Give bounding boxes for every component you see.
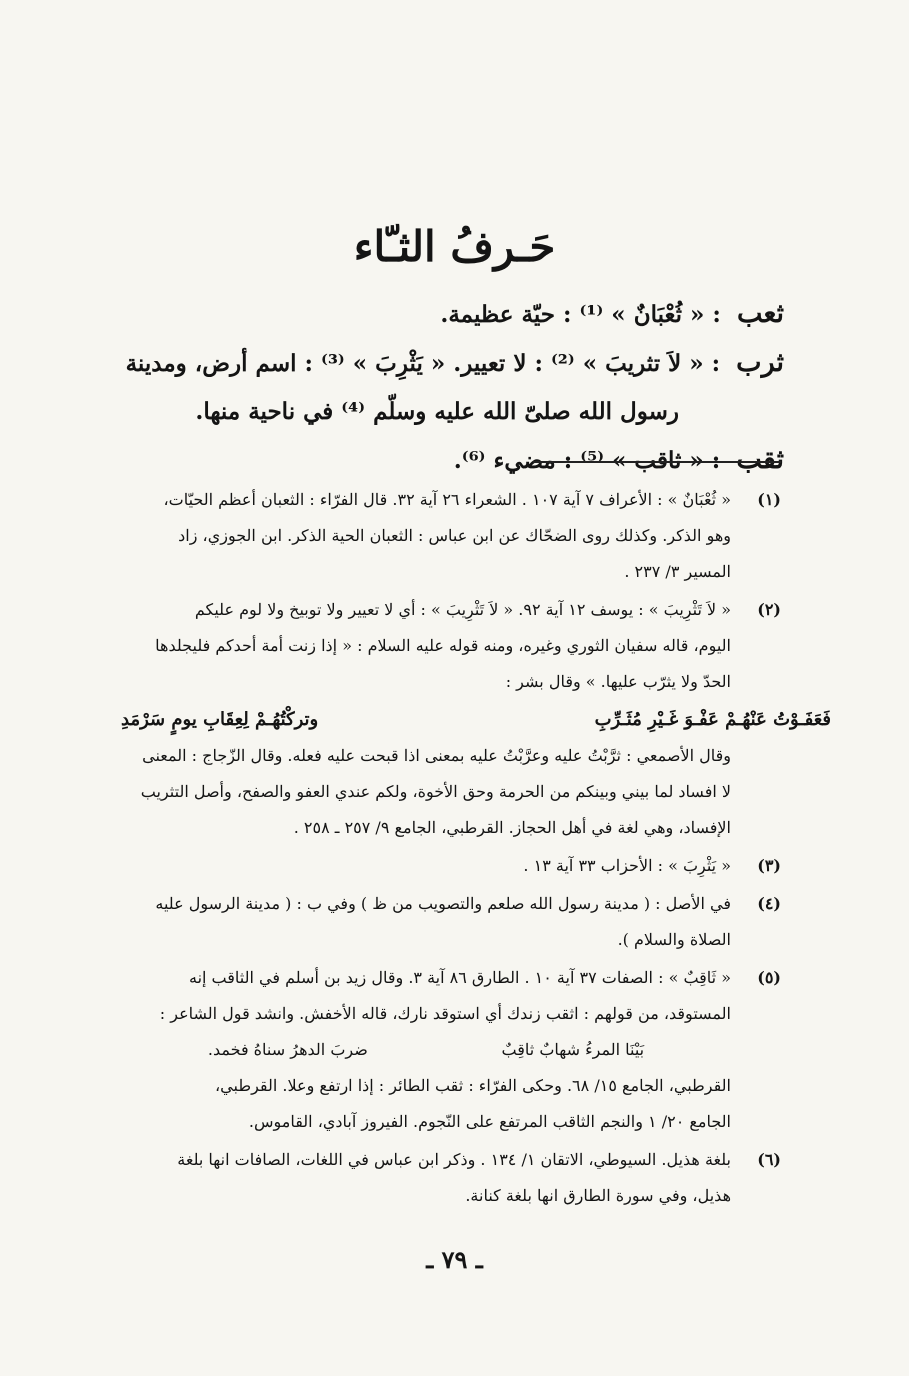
chapter-heading: حَـرفُ الثـّاء — [353, 222, 556, 271]
footnote-divider — [533, 461, 781, 463]
footnote-number: (٥) — [757, 968, 781, 987]
entry-root: ثعب — [736, 298, 784, 329]
verse-hemistich: ضربَ الدهرُ سناهُ فخمد. — [207, 1040, 368, 1059]
footnote-line: « يَثْرِبَ » : الأحزاب ٣٣ آية ١٣ . — [523, 856, 731, 875]
footnote-line: « لاَ تَثْرِيبَ » : يوسف ١٢ آية ٩٢. « لاَ تَثْرِيبَ » : أي لا تعيير ولا توبيخ ولا لوم عليكم — [194, 600, 731, 619]
footnote-line: اليوم، قاله سفيان الثوري وغيره، ومنه قوله عليه السلام : « إذا زنت أمة أحدكم فليجلدها — [155, 636, 731, 655]
footnote-line: لا افساد لما بيني وبينكم من الحرمة وحق الأخوة، ولكم عندي العفو والصفح، وأصل التثريب — [140, 782, 731, 801]
footnote-line: الحدّ ولا يثرّب عليها. » وقال بشر : — [505, 672, 731, 691]
entry-text: : « لاَ تثريبَ » ⁽²⁾ : لا تعيير. « يَثْرِبَ » ⁽³⁾ : اسم أرض، ومدينة — [125, 350, 721, 377]
footnote-line: هذيل، وفي سورة الطارق انها بلغة كنانة. — [465, 1186, 731, 1205]
footnote-line: الجامع ٢٠/ ١ والنجم الثاقب المرتفع على النّجوم. الفيروز آبادي، القاموس. — [248, 1112, 731, 1131]
footnote-number: (٣) — [757, 856, 781, 875]
entry-text: : « ثاقب » ⁽⁵⁾ : مضيء ⁽⁶⁾. — [453, 447, 721, 474]
footnote-line: « ثُعْبَانٌ » : الأعراف ٧ آية ١٠٧ . الشعراء ٢٦ آية ٣٢. قال الفرّاء : الثعبان أعظم الحيّات، — [163, 490, 731, 509]
entry-root: ثرب — [736, 347, 784, 378]
footnote — [121, 960, 781, 1140]
footnote-number — [731, 738, 781, 846]
footnote — [121, 482, 781, 590]
footnote-line: في الأصل : ( مدينة رسول الله صلعم والتصويب من ظ ) وفي ب : ( مدينة الرسول عليه — [155, 894, 731, 913]
poem-verse — [121, 702, 831, 738]
footnote-line: وقال الأصمعي : ثرَّبْتُ عليه وعرَّبْتُ عليه بمعنى اذا قبحت عليه فعله. وقال الزّجاج : المعنى — [142, 746, 731, 765]
verse-hemistich: بَيْنَا المرءُ شهابٌ ثاقِبٌ — [501, 1040, 645, 1059]
footnote-line: الصلاة والسلام ). — [617, 930, 731, 949]
footnote-line: « ثَاقِبٌ » : الصفات ٣٧ آية ١٠ . الطارق ٨٦ آية ٣. وقال زيد بن أسلم في الثاقب إنه — [188, 968, 731, 987]
poem-verse — [121, 1032, 731, 1068]
footnote-line: المسير ٣/ ٢٣٧ . — [624, 562, 731, 581]
footnote-line: الإفساد، وهي لغة في أهل الحجاز. القرطبي، الجامع ٩/ ٢٥٧ ـ ٢٥٨ . — [293, 818, 731, 837]
footnotes — [121, 482, 831, 1216]
footnote-line: بلغة هذيل. السيوطي، الاتقان ١/ ١٣٤ . وذكر ابن عباس في اللغات، الصافات انها بلغة — [177, 1150, 731, 1169]
footnote-number: (٢) — [757, 600, 781, 619]
verse-hemistich: وتركْتُهُـمْ لِعِقَابِ يومٍ سَرْمَدِ — [121, 709, 319, 730]
footnote-line: المستوقد، من قولهم : اثقب زندك أي استوقد نارك، قاله الأخفش. وانشد قول الشاعر : — [159, 1004, 731, 1023]
footnote — [121, 1142, 781, 1214]
verse-hemistich: فَعَفَـوْتُ عَنْهُـمْ عَفْـوَ غَـيْرِ مُثَـرِّبِ — [594, 709, 831, 730]
footnote-number: (٦) — [757, 1150, 781, 1169]
page-number: ـ ٧٩ ـ — [426, 1245, 483, 1274]
footnote-number: (١) — [757, 490, 781, 509]
entry-tharab — [104, 339, 784, 436]
entry-text: : « ثُعْبَانٌ » ⁽¹⁾ : حيّة عظيمة. — [440, 301, 721, 328]
footnote-continuation — [121, 738, 781, 846]
entry-thaab — [104, 290, 784, 339]
entry-root: ثقب — [736, 444, 784, 475]
footnote — [121, 886, 781, 958]
footnote-line: وهو الذكر. وكذلك روى الضحّاك عن ابن عباس : الثعبان الحية الذكر. ابن الجوزي، زاد — [178, 526, 731, 545]
footnote — [121, 848, 781, 884]
footnote-number: (٤) — [757, 894, 781, 913]
footnote — [121, 592, 781, 700]
entry-continuation: رسول الله صلىّ الله عليه وسلّم ⁽⁴⁾ في ناحية منها. — [195, 398, 679, 425]
dictionary-entries — [104, 290, 784, 485]
footnote-line: القرطبي، الجامع ١٥/ ٦٨. وحكى الفرّاء : ثقب الطائر : إذا ارتفع وعلا. القرطبي، — [215, 1076, 731, 1095]
